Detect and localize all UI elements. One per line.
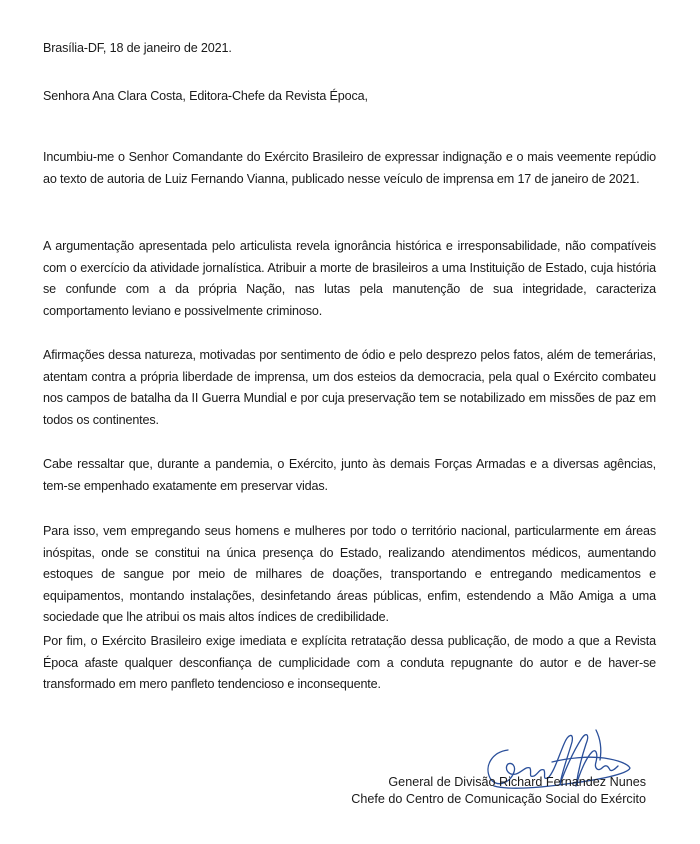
signatory-block bbox=[351, 774, 646, 807]
letter-paragraph: Para isso, vem empregando seus homens e mulheres por todo o território nacional, particularmente em áreas inóspitas, onde se constitui na única presença do Estado, realizando atendimentos médicos, aumentando estoques de sangue por meio de milhares de doações, transportando e entregando medicamentos e equipamentos, montando instalações, desinfetando áreas públicas, enfim, estendendo a Mão Amiga a uma sociedade que lhe atribui os mais altos índices de credibilidade. bbox=[43, 524, 656, 624]
signatory-title: Chefe do Centro de Comunicação Social do Exército bbox=[351, 791, 646, 806]
letter-paragraph: Afirmações dessa natureza, motivadas por sentimento de ódio e pelo desprezo pelos fatos, além de temerárias, atentam contra a própria liberdade de imprensa, um dos esteios da democracia, pela qual o Exército combateu nos campos de batalha da II Guerra Mundial e por cuja preservação tem se notabilizado em missões de paz em todos os continentes. bbox=[43, 348, 656, 427]
letter-paragraph: Por fim, o Exército Brasileiro exige imediata e explícita retratação dessa publicação, de modo a que a Revista Época afaste qualquer desconfiança de cumplicidade com a conduta repugnante do autor e de haver-se transformado em mero panfleto tendencioso e inconsequente. bbox=[43, 634, 656, 691]
letter-salutation: Senhora Ana Clara Costa, Editora-Chefe da Revista Época, bbox=[43, 89, 368, 103]
letter-paragraph: A argumentação apresentada pelo articulista revela ignorância histórica e irresponsabilidade, não compatíveis com o exercício da atividade jornalística. Atribuir a morte de brasileiros a uma Instituição de Estado, cuja história se confunde com a da própria Nação, nas lutas pela manutenção de sua integridade, caracteriza comportamento leviano e possivelmente criminoso. bbox=[43, 239, 656, 318]
signatory-name: General de Divisão Richard Fernandez Nunes bbox=[388, 775, 646, 789]
letter-paragraph: Cabe ressaltar que, durante a pandemia, o Exército, junto às demais Forças Armadas e a diversas agências, tem-se empenhado exatamente em preservar vidas. bbox=[43, 457, 656, 493]
letter-paragraph: Incumbiu-me o Senhor Comandante do Exército Brasileiro de expressar indignação e o mais veemente repúdio ao texto de autoria de Luiz Fernando Vianna, publicado nesse veículo de imprensa em 17 de janeiro de 2021. bbox=[43, 150, 656, 186]
letter-date: Brasília-DF, 18 de janeiro de 2021. bbox=[43, 41, 232, 55]
